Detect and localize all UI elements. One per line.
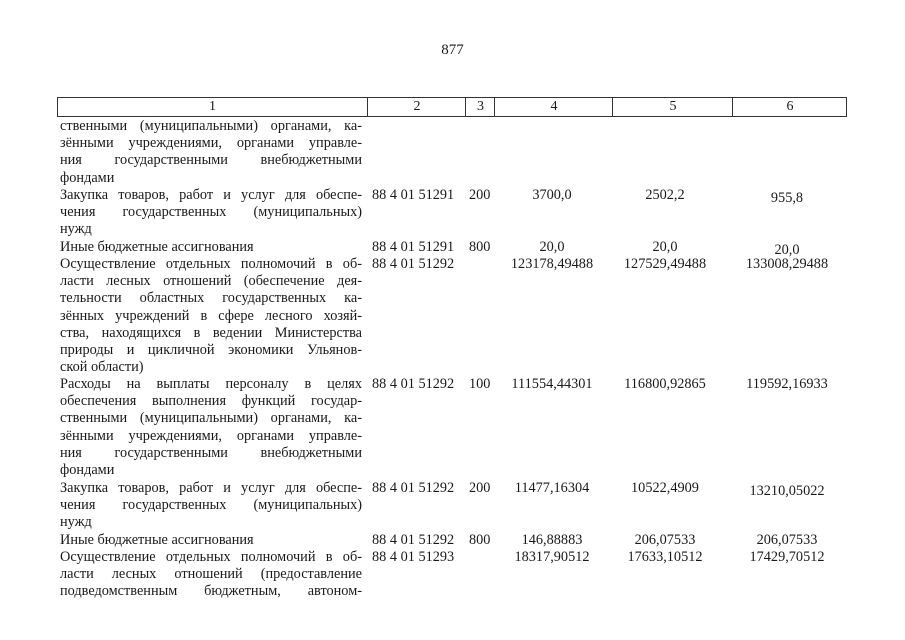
value-col-5: 116800,92865 xyxy=(624,376,706,392)
description-line: нужд xyxy=(60,221,92,238)
target-code: 88 4 01 51292 xyxy=(372,532,455,548)
description-line: Иные бюджетные ассигнования xyxy=(60,532,254,548)
header-col-3: 3 xyxy=(465,98,495,116)
description-line: ния государственными внебюджетными xyxy=(60,152,362,169)
description-line: нужд xyxy=(60,514,92,531)
value-col-4: 111554,44301 xyxy=(511,376,593,392)
expense-type: 200 xyxy=(469,187,491,203)
row-description xyxy=(60,480,362,532)
expense-type: 800 xyxy=(469,239,491,255)
description-line: ственными (муниципальными) органами, ка- xyxy=(60,118,362,134)
target-code: 88 4 01 51293 xyxy=(372,549,455,565)
description-line: Закупка товаров, работ и услуг для обеспе- xyxy=(60,187,362,203)
value-col-4: 20,0 xyxy=(539,239,565,255)
description-line: фондами xyxy=(60,461,115,478)
row-description xyxy=(60,256,362,376)
expense-type: 200 xyxy=(469,480,491,496)
value-col-4: 11477,16304 xyxy=(514,480,590,496)
value-col-5: 206,07533 xyxy=(634,532,696,548)
table-header-row xyxy=(57,97,847,117)
page-number: 877 xyxy=(441,42,464,58)
header-col-4: 4 xyxy=(494,98,613,116)
description-line: подведомственным бюджетным, автоном- xyxy=(60,583,362,600)
description-line: ласти лесных отношений (предоставление xyxy=(60,566,362,583)
row-description xyxy=(60,239,362,256)
description-line: тельности областных государственных ка- xyxy=(60,290,362,307)
value-col-4: 18317,90512 xyxy=(514,549,590,565)
value-col-6: 119592,16933 xyxy=(746,376,828,392)
expense-type: 100 xyxy=(469,376,491,392)
header-col-6: 6 xyxy=(732,98,847,116)
row-description xyxy=(60,118,362,187)
description-line: фондами xyxy=(60,169,115,186)
description-line: ния государственными внебюджетными xyxy=(60,444,362,461)
description-line: ственными (муниципальными) органами, ка- xyxy=(60,410,362,427)
header-col-1: 1 xyxy=(209,99,216,114)
target-code: 88 4 01 51292 xyxy=(372,256,455,272)
value-col-6: 133008,29488 xyxy=(745,256,829,272)
value-col-5: 2502,2 xyxy=(645,187,685,203)
value-col-6: 17429,70512 xyxy=(749,549,825,565)
description-line: обеспечения выполнения функций государ- xyxy=(60,393,362,410)
description-line: ской области) xyxy=(60,359,144,376)
row-description xyxy=(60,532,362,549)
header-col-2: 2 xyxy=(367,98,466,116)
row-description xyxy=(60,187,362,239)
value-col-6: 20,0 xyxy=(774,242,800,258)
target-code: 88 4 01 51291 xyxy=(372,187,455,203)
description-line: Закупка товаров, работ и услуг для обеспе- xyxy=(60,480,362,496)
value-col-5: 20,0 xyxy=(652,239,678,255)
value-col-6: 955,8 xyxy=(770,190,804,206)
description-line: Иные бюджетные ассигнования xyxy=(60,239,254,255)
description-line: чения государственных (муниципальных) xyxy=(60,497,362,514)
row-description xyxy=(60,376,362,479)
value-col-4: 146,88883 xyxy=(521,532,583,548)
value-col-5: 10522,4909 xyxy=(631,480,699,496)
target-code: 88 4 01 51292 xyxy=(372,480,455,496)
description-line: зёнными учреждениями, органами управле- xyxy=(60,135,362,152)
value-col-4: 123178,49488 xyxy=(510,256,594,272)
description-line: ства, находящихся в ведении Министерства xyxy=(60,324,362,341)
value-col-6: 206,07533 xyxy=(756,532,818,548)
description-line: зённых учреждений в сфере лесного хозяй- xyxy=(60,307,362,324)
value-col-4: 3700,0 xyxy=(532,187,572,203)
description-line: зёнными учреждениями, органами управле- xyxy=(60,427,362,444)
value-col-5: 17633,10512 xyxy=(627,549,703,565)
header-col-5: 5 xyxy=(612,98,733,116)
description-line: Осуществление отдельных полномочий в об- xyxy=(60,549,362,565)
target-code: 88 4 01 51291 xyxy=(372,239,455,255)
expense-type: 800 xyxy=(469,532,491,548)
description-line: природы и цикличной экономики Ульянов- xyxy=(60,341,362,358)
value-col-6: 13210,05022 xyxy=(749,483,825,499)
description-line: Осуществление отдельных полномочий в об- xyxy=(60,256,362,272)
row-description xyxy=(60,549,362,601)
description-line: чения государственных (муниципальных) xyxy=(60,204,362,221)
value-col-5: 127529,49488 xyxy=(623,256,707,272)
target-code: 88 4 01 51292 xyxy=(372,376,455,392)
description-line: Расходы на выплаты персоналу в целях xyxy=(60,376,362,392)
description-line: ласти лесных отношений (обеспечение дея- xyxy=(60,273,362,290)
